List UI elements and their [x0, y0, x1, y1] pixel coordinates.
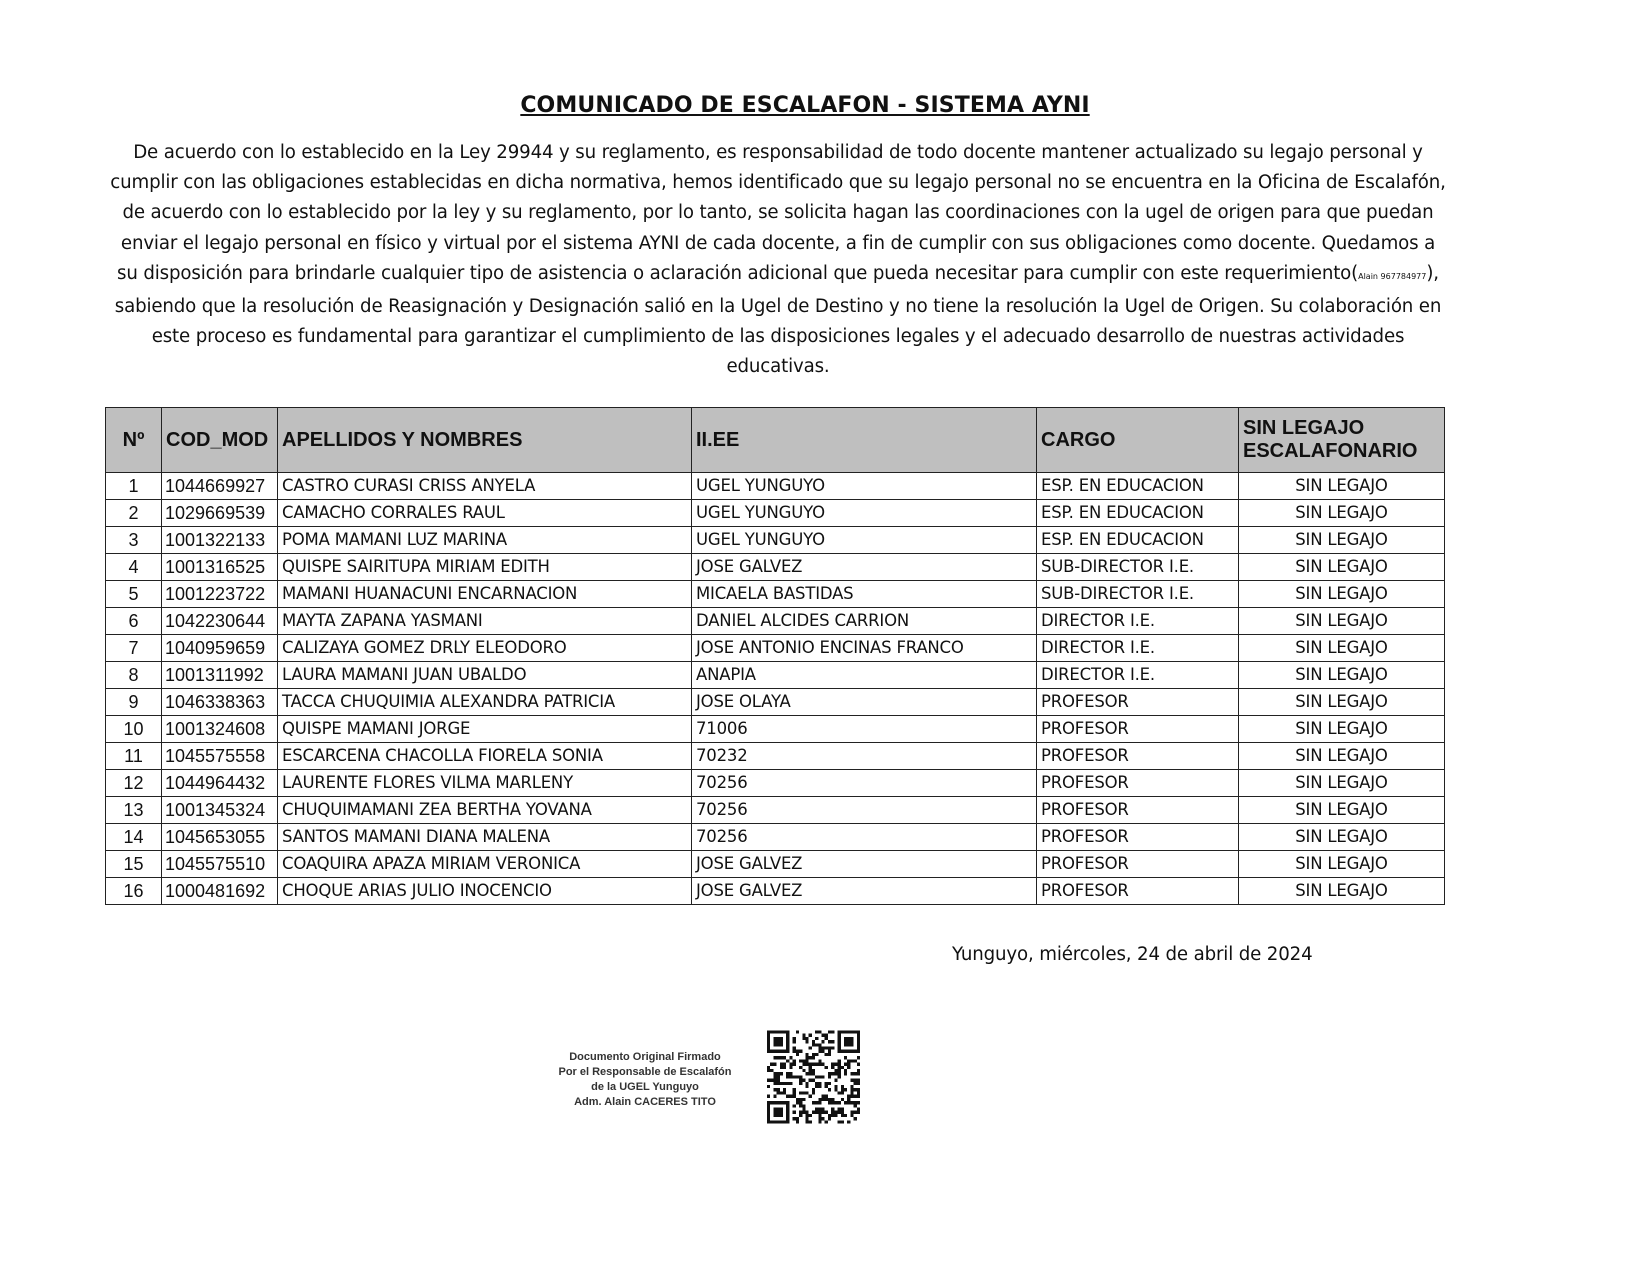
row-cod-mod: 1001345324	[162, 797, 278, 824]
table-header-row	[106, 408, 1445, 473]
row-name: TACCA CHUQUIMIA ALEXANDRA PATRICIA	[278, 689, 692, 716]
row-cod-mod: 1001223722	[162, 581, 278, 608]
row-position: PROFESOR	[1037, 878, 1239, 905]
row-name: CASTRO CURASI CRISS ANYELA	[278, 473, 692, 500]
document-title: COMUNICADO DE ESCALAFON - SISTEMA AYNI	[520, 93, 1090, 118]
table-row	[106, 581, 1445, 608]
contact-note: Alain 967784977	[1358, 271, 1427, 281]
header-number: Nº	[106, 408, 162, 473]
row-number: 11	[106, 743, 162, 770]
row-name: QUISPE SAIRITUPA MIRIAM EDITH	[278, 554, 692, 581]
row-legajo-status: SIN LEGAJO	[1239, 581, 1445, 608]
row-name: QUISPE MAMANI JORGE	[278, 716, 692, 743]
table-row	[106, 689, 1445, 716]
row-number: 10	[106, 716, 162, 743]
table-row	[106, 635, 1445, 662]
row-name: MAYTA ZAPANA YASMANI	[278, 608, 692, 635]
row-cod-mod: 1044964432	[162, 770, 278, 797]
row-institution: ANAPIA	[692, 662, 1037, 689]
row-position: PROFESOR	[1037, 743, 1239, 770]
row-name: CHUQUIMAMANI ZEA BERTHA YOVANA	[278, 797, 692, 824]
row-number: 12	[106, 770, 162, 797]
row-legajo-status: SIN LEGAJO	[1239, 662, 1445, 689]
row-legajo-status: SIN LEGAJO	[1239, 878, 1445, 905]
row-number: 2	[106, 500, 162, 527]
row-cod-mod: 1001316525	[162, 554, 278, 581]
row-position: PROFESOR	[1037, 824, 1239, 851]
row-position: DIRECTOR I.E.	[1037, 662, 1239, 689]
table-row	[106, 851, 1445, 878]
signature-line-3: de la UGEL Yunguyo	[591, 1081, 699, 1093]
row-number: 4	[106, 554, 162, 581]
table-row	[106, 824, 1445, 851]
row-institution: JOSE OLAYA	[692, 689, 1037, 716]
table-row	[106, 797, 1445, 824]
row-name: COAQUIRA APAZA MIRIAM VERONICA	[278, 851, 692, 878]
row-legajo-status: SIN LEGAJO	[1239, 716, 1445, 743]
row-legajo-status: SIN LEGAJO	[1239, 608, 1445, 635]
row-name: CAMACHO CORRALES RAUL	[278, 500, 692, 527]
header-cod-mod: COD_MOD	[162, 408, 278, 473]
row-position: DIRECTOR I.E.	[1037, 608, 1239, 635]
row-institution: MICAELA BASTIDAS	[692, 581, 1037, 608]
row-name: MAMANI HUANACUNI ENCARNACION	[278, 581, 692, 608]
table-row	[106, 608, 1445, 635]
row-position: PROFESOR	[1037, 851, 1239, 878]
communique-paragraph	[108, 138, 1448, 383]
row-institution: JOSE ANTONIO ENCINAS FRANCO	[692, 635, 1037, 662]
row-position: PROFESOR	[1037, 689, 1239, 716]
row-institution: 71006	[692, 716, 1037, 743]
row-institution: JOSE GALVEZ	[692, 851, 1037, 878]
row-cod-mod: 1046338363	[162, 689, 278, 716]
table-body	[106, 473, 1445, 905]
row-name: LAURA MAMANI JUAN UBALDO	[278, 662, 692, 689]
row-name: POMA MAMANI LUZ MARINA	[278, 527, 692, 554]
header-institution: II.EE	[692, 408, 1037, 473]
header-legajo-line1: SIN LEGAJO	[1243, 417, 1365, 439]
row-cod-mod: 1045575510	[162, 851, 278, 878]
row-name: SANTOS MAMANI DIANA MALENA	[278, 824, 692, 851]
row-position: DIRECTOR I.E.	[1037, 635, 1239, 662]
row-cod-mod: 1029669539	[162, 500, 278, 527]
table-row	[106, 662, 1445, 689]
row-legajo-status: SIN LEGAJO	[1239, 473, 1445, 500]
table-row	[106, 473, 1445, 500]
row-position: ESP. EN EDUCACION	[1037, 527, 1239, 554]
row-position: SUB-DIRECTOR I.E.	[1037, 581, 1239, 608]
row-position: PROFESOR	[1037, 716, 1239, 743]
row-institution: JOSE GALVEZ	[692, 878, 1037, 905]
row-legajo-status: SIN LEGAJO	[1239, 500, 1445, 527]
row-cod-mod: 1042230644	[162, 608, 278, 635]
date-line: Yunguyo, miércoles, 24 de abril de 2024	[952, 944, 1313, 965]
row-legajo-status: SIN LEGAJO	[1239, 851, 1445, 878]
row-institution: UGEL YUNGUYO	[692, 500, 1037, 527]
row-name: CHOQUE ARIAS JULIO INOCENCIO	[278, 878, 692, 905]
header-legajo-line2: ESCALAFONARIO	[1243, 440, 1418, 462]
row-cod-mod: 1045575558	[162, 743, 278, 770]
row-legajo-status: SIN LEGAJO	[1239, 689, 1445, 716]
row-institution: DANIEL ALCIDES CARRION	[692, 608, 1037, 635]
row-legajo-status: SIN LEGAJO	[1239, 554, 1445, 581]
row-position: ESP. EN EDUCACION	[1037, 500, 1239, 527]
teacher-roster-table	[105, 407, 1445, 905]
row-position: PROFESOR	[1037, 770, 1239, 797]
row-institution: 70256	[692, 824, 1037, 851]
table-row	[106, 500, 1445, 527]
row-cod-mod: 1044669927	[162, 473, 278, 500]
row-institution: 70256	[692, 797, 1037, 824]
row-number: 15	[106, 851, 162, 878]
header-names: APELLIDOS Y NOMBRES	[278, 408, 692, 473]
row-cod-mod: 1001322133	[162, 527, 278, 554]
table-row	[106, 878, 1445, 905]
row-legajo-status: SIN LEGAJO	[1239, 770, 1445, 797]
signature-line-2: Por el Responsable de Escalafón	[558, 1066, 732, 1078]
row-position: ESP. EN EDUCACION	[1037, 473, 1239, 500]
row-number: 5	[106, 581, 162, 608]
row-name: LAURENTE FLORES VILMA MARLENY	[278, 770, 692, 797]
table-row	[106, 716, 1445, 743]
row-institution: UGEL YUNGUYO	[692, 473, 1037, 500]
header-position: CARGO	[1037, 408, 1239, 473]
row-legajo-status: SIN LEGAJO	[1239, 743, 1445, 770]
row-position: PROFESOR	[1037, 797, 1239, 824]
row-cod-mod: 1040959659	[162, 635, 278, 662]
row-name: ESCARCENA CHACOLLA FIORELA SONIA	[278, 743, 692, 770]
qr-code-icon	[767, 1030, 860, 1124]
row-institution: 70232	[692, 743, 1037, 770]
row-number: 7	[106, 635, 162, 662]
signature-line-4: Adm. Alain CACERES TITO	[574, 1096, 716, 1108]
row-number: 16	[106, 878, 162, 905]
row-number: 9	[106, 689, 162, 716]
row-legajo-status: SIN LEGAJO	[1239, 527, 1445, 554]
signature-stamp	[540, 1050, 750, 1110]
table-row	[106, 554, 1445, 581]
row-cod-mod: 1000481692	[162, 878, 278, 905]
row-institution: UGEL YUNGUYO	[692, 527, 1037, 554]
row-number: 1	[106, 473, 162, 500]
row-name: CALIZAYA GOMEZ DRLY ELEODORO	[278, 635, 692, 662]
row-cod-mod: 1001311992	[162, 662, 278, 689]
row-cod-mod: 1045653055	[162, 824, 278, 851]
row-institution: 70256	[692, 770, 1037, 797]
row-number: 6	[106, 608, 162, 635]
paragraph-part-2: ), sabiendo que la resolución de Reasignación y Designación salió en la Ugel de Destino y no tiene la resolución la Ugel de Origen. Su colaboración en este proceso es fundamental para garantizar el cumplimiento de las disposiciones legales y el adecuado desarrollo de nuestras actividades educativas.	[114, 262, 1442, 378]
row-number: 13	[106, 797, 162, 824]
row-institution: JOSE GALVEZ	[692, 554, 1037, 581]
signature-line-1: Documento Original Firmado	[569, 1051, 721, 1063]
row-legajo-status: SIN LEGAJO	[1239, 824, 1445, 851]
row-number: 14	[106, 824, 162, 851]
row-legajo-status: SIN LEGAJO	[1239, 797, 1445, 824]
paragraph-part-1: De acuerdo con lo establecido en la Ley 29944 y su reglamento, es responsabilidad de todo docente mantener actualizado su legajo personal y cumplir con las obligaciones establecidas en dicha normativa, hemos identificado que su legajo personal no se encuentra en la Oficina de Escalafón, de acuerdo con lo establecido por la ley y su reglamento, por lo tanto, se solicita hagan las coordinaciones con la ugel de origen para que puedan enviar el legajo personal en físico y virtual por el sistema AYNI de cada docente, a fin de cumplir con sus obligaciones como docente. Quedamos a su disposición para brindarle cualquier tipo de asistencia o aclaración adicional que pueda necesitar para cumplir con este requerimiento(	[110, 142, 1446, 284]
header-legajo-status	[1239, 408, 1445, 473]
table-row	[106, 743, 1445, 770]
row-number: 8	[106, 662, 162, 689]
row-number: 3	[106, 527, 162, 554]
table-row	[106, 527, 1445, 554]
table-row	[106, 770, 1445, 797]
row-position: SUB-DIRECTOR I.E.	[1037, 554, 1239, 581]
row-legajo-status: SIN LEGAJO	[1239, 635, 1445, 662]
row-cod-mod: 1001324608	[162, 716, 278, 743]
